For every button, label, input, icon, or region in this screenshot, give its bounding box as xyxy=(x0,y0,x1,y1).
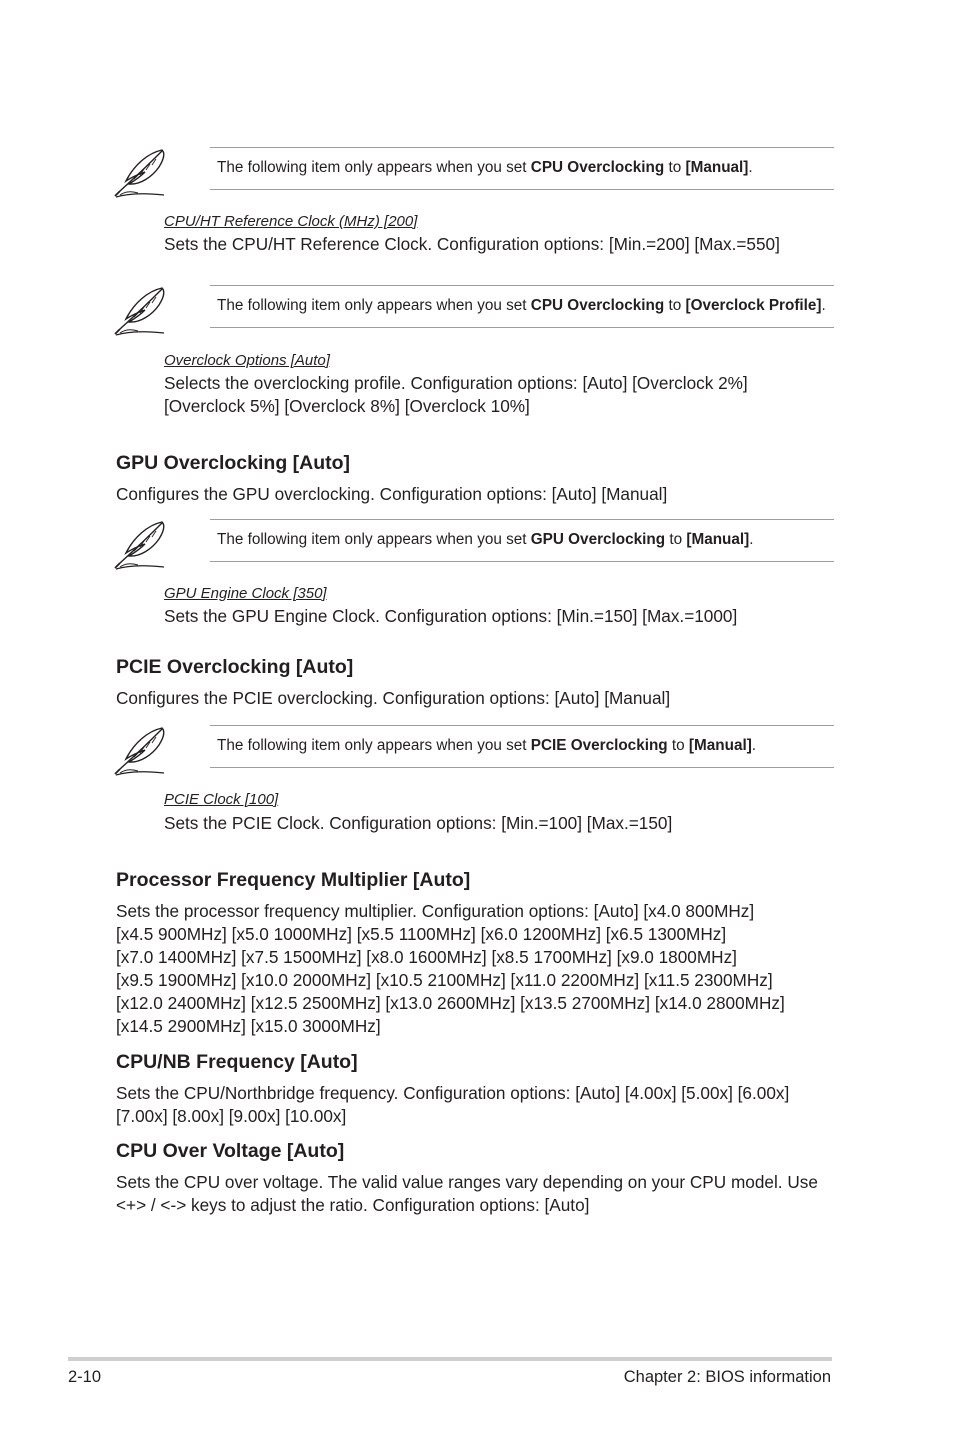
section-description: Sets the CPU/Northbridge frequency. Configuration options: [Auto] [4.00x] [5.00x] [6.00x] [7.00x] [8.00x] [9.00x] [10.00x] xyxy=(116,1083,790,1126)
subitem-title: GPU Engine Clock [350] xyxy=(164,585,327,602)
subitem-title: CPU/HT Reference Clock (MHz) [200] xyxy=(164,213,418,230)
subitem-description: Selects the overclocking profile. Configuration options: [Auto] [Overclock 2%] [Overclock 5%] [Overclock 8%] [Overclock 10%] xyxy=(164,373,748,416)
section-heading: CPU Over Voltage [Auto] xyxy=(116,1140,345,1162)
section-description: Configures the PCIE overclocking. Configuration options: [Auto] [Manual] xyxy=(116,688,671,708)
feather-pen-icon xyxy=(112,725,170,777)
note-bar xyxy=(210,519,834,562)
feather-pen-icon xyxy=(112,147,170,199)
note-item: PCIE Overclocking xyxy=(530,737,668,754)
note-text: The following item only appears when you set PCIE Overclocking to [Manual]. xyxy=(217,737,757,754)
section-description: Configures the GPU overclocking. Configuration options: [Auto] [Manual] xyxy=(116,484,668,504)
section-heading: GPU Overclocking [Auto] xyxy=(116,452,351,474)
footer-rule xyxy=(68,1357,832,1361)
feather-pen-icon xyxy=(112,285,170,337)
note-value: [Overclock Profile] xyxy=(685,297,822,314)
note-value: [Manual] xyxy=(686,531,750,548)
note-text: The following item only appears when you set CPU Overclocking to [Overclock Profile]. xyxy=(217,297,826,314)
subitem-description: Sets the PCIE Clock. Configuration options: [Min.=100] [Max.=150] xyxy=(164,813,673,833)
note-value: [Manual] xyxy=(688,737,752,754)
section-description: Sets the processor frequency multiplier. Configuration options: [Auto] [x4.0 800MHz] [x4.5 900MHz] [x5.0 1000MHz] [x5.5 1100MHz] [x6.0 1200MHz] [x6.5 1300MHz] [x7.0 1400MHz] [x7.5 1500MHz] [x8.0 1600MHz] [x8.5 1700MHz] [x9.0 1800MHz] [x9.5 1900MHz] [x10.0 2000MHz] [x10.5 2100MHz] [x11.0 2200MHz] [x11.5 2300MHz] [x12.0 2400MHz] [x12.5 2500MHz] [x13.0 2600MHz] [x13.5 2700MHz] [x14.0 2800MHz] [x14.5 2900MHz] [x15.0 3000MHz] xyxy=(116,901,785,1036)
subitem-title: Overclock Options [Auto] xyxy=(164,352,330,369)
note-bar xyxy=(210,147,834,190)
note-bar xyxy=(210,725,834,768)
subitem-description: Sets the CPU/HT Reference Clock. Configuration options: [Min.=200] [Max.=550] xyxy=(164,234,780,254)
note-bar xyxy=(210,285,834,328)
section-heading: Processor Frequency Multiplier [Auto] xyxy=(116,869,471,891)
note-box xyxy=(112,725,834,785)
note-value: [Manual] xyxy=(685,159,749,176)
note-box xyxy=(112,519,834,579)
feather-pen-icon xyxy=(112,519,170,571)
note-box xyxy=(112,285,834,345)
section-description: Sets the CPU over voltage. The valid value ranges vary depending on your CPU model. Use <+> / <-> keys to adjust the ratio. Configuration options: [Auto] xyxy=(116,1172,818,1215)
note-box xyxy=(112,147,834,207)
note-item: CPU Overclocking xyxy=(530,159,665,176)
subitem-description: Sets the GPU Engine Clock. Configuration options: [Min.=150] [Max.=1000] xyxy=(164,606,738,626)
section-heading: PCIE Overclocking [Auto] xyxy=(116,656,354,678)
note-item: GPU Overclocking xyxy=(530,531,666,548)
subitem-title: PCIE Clock [100] xyxy=(164,791,279,808)
note-text: The following item only appears when you set CPU Overclocking to [Manual]. xyxy=(217,159,753,176)
page-number: 2-10 xyxy=(68,1368,102,1386)
section-heading: CPU/NB Frequency [Auto] xyxy=(116,1051,358,1073)
note-text: The following item only appears when you set GPU Overclocking to [Manual]. xyxy=(217,531,754,548)
chapter-title: Chapter 2: BIOS information xyxy=(623,1368,831,1386)
note-item: CPU Overclocking xyxy=(530,297,665,314)
